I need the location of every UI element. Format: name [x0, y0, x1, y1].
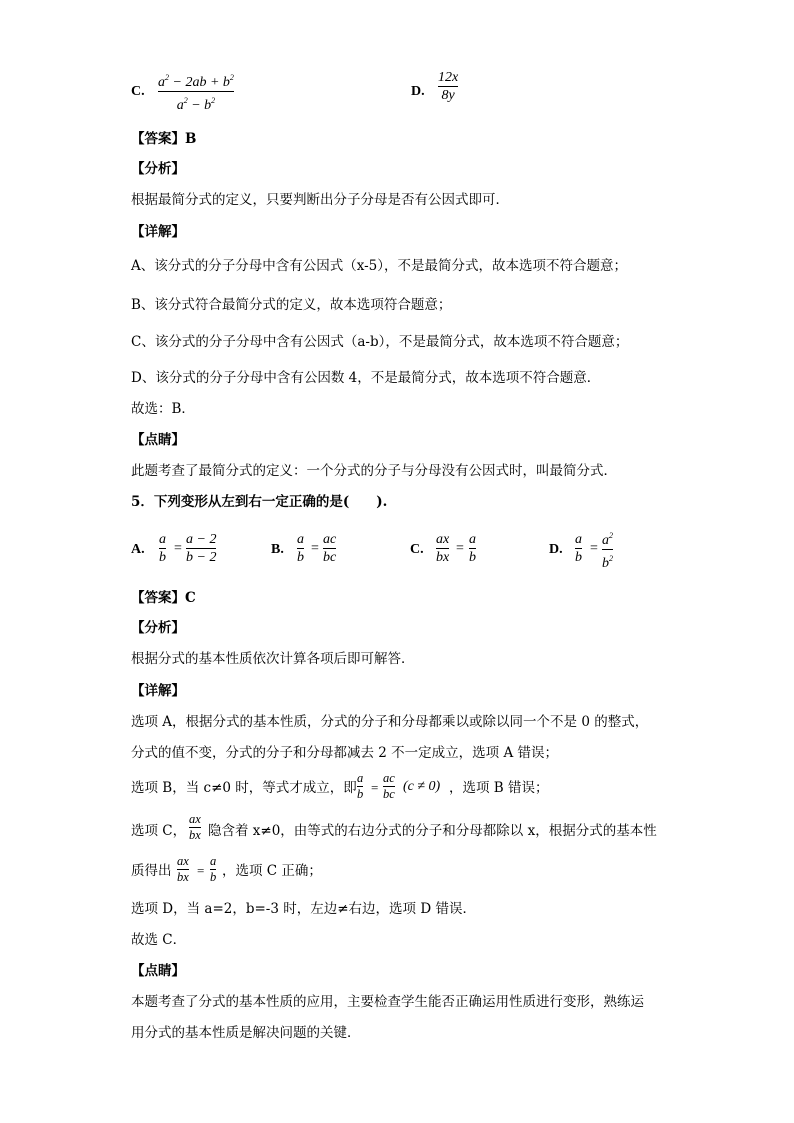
q5-detail-a-line2: 分式的值不变，分式的分子和分母都减去 2 不一定成立，选项 A 错误； — [131, 745, 559, 761]
q4-comment-text: 此题考查了最简分式的定义：一个分式的分子与分母没有公因式时，叫最简分式． — [131, 463, 617, 479]
q4-detail-b: B、该分式符合最简分式的定义，故本选项符合题意； — [131, 297, 452, 313]
q5-option-d-right: $a^2$ $b^2$ — [602, 531, 613, 571]
q4-detail-c: C、该分式的分子分母中含有公因式（a-b），不是最简分式，故本选项不符合题意； — [131, 334, 629, 350]
option-c-label: C. — [131, 84, 145, 99]
q5-option-d-label: D. — [549, 542, 563, 557]
q5-detail-c2-left: ax bx — [177, 854, 189, 884]
q5-detail-b-left: a b — [357, 771, 364, 801]
q5-option-a-right: a − 2 b − 2 — [186, 532, 217, 565]
q5-comment-line2: 用分式的基本性质是解决问题的关键． — [131, 1025, 361, 1041]
q5-detail-c-text: 隐含着 x≠0，由等式的右边分式的分子和分母都除以 x，根据分式的基本性 — [208, 823, 657, 839]
q5-comment-line1: 本题考查了分式的基本性质的应用，主要检查学生能否正确运用性质进行变形，熟练运 — [131, 994, 644, 1010]
q5-option-d-equals: = — [590, 541, 598, 556]
q4-answer: 【答案】B — [131, 131, 197, 147]
q4-detail-d: D、该分式的分子分母中含有公因数 4，不是最简分式，故本选项不符合题意． — [131, 370, 601, 386]
q4-analysis-text: 根据最简分式的定义，只要判断出分子分母是否有公因式即可． — [131, 192, 509, 208]
q5-comment-heading: 【点睛】 — [131, 963, 185, 979]
q4-comment-heading: 【点睛】 — [131, 432, 185, 448]
q5-stem: 5．下列变形从左到右一定正确的是( ). — [131, 494, 388, 510]
q5-detail-d: 选项 D，当 a=2，b=-3 时，左边≠右边，选项 D 错误． — [131, 901, 476, 917]
q5-option-b-right: ac bc — [323, 532, 337, 565]
q5-detail-c2-right: a b — [210, 854, 217, 884]
q5-detail-b-suffix: ，选项 B 错误； — [449, 780, 549, 796]
q5-detail-c-prefix: 选项 C， — [131, 823, 187, 839]
q4-choose: 故选：B． — [131, 401, 195, 417]
q5-detail-heading: 【详解】 — [131, 683, 185, 699]
q5-detail-c2-suffix: ，选项 C 正确； — [222, 863, 322, 879]
q5-option-b-left: a b — [297, 532, 304, 565]
q5-choose: 故选 C． — [131, 932, 187, 948]
q5-option-b-label: B. — [271, 542, 284, 557]
q5-analysis-text: 根据分式的基本性质依次计算各项后即可解答． — [131, 651, 415, 667]
q5-detail-c2-equals: = — [197, 863, 205, 878]
option-d-label: D. — [411, 84, 425, 99]
q5-detail-c-fraction: ax bx — [189, 812, 201, 842]
q5-option-c-left: ax bx — [436, 532, 450, 565]
q5-detail-b-condition: (c ≠ 0) — [403, 779, 441, 794]
q5-option-a-label: A. — [131, 542, 145, 557]
q5-answer: 【答案】C — [131, 590, 196, 606]
q5-option-a-left: a b — [159, 532, 166, 565]
q5-detail-a-line1: 选项 A，根据分式的基本性质，分式的分子和分母都乘以或除以同一个不是 0 的整式， — [131, 714, 649, 730]
q4-detail-heading: 【详解】 — [131, 224, 185, 240]
q5-option-a-equals: = — [174, 541, 182, 556]
option-c-fraction: $a^2 - 2ab + b^2$ $a^2 - b^2$ — [158, 73, 234, 113]
q5-option-b-equals: = — [311, 541, 319, 556]
q5-detail-b-prefix: 选项 B，当 c≠0 时，等式才成立，即 — [131, 780, 357, 796]
q5-analysis-heading: 【分析】 — [131, 620, 185, 636]
q4-analysis-heading: 【分析】 — [131, 161, 185, 177]
q5-option-d-left: a b — [575, 532, 582, 565]
q4-detail-a: A、该分式的分子分母中含有公因式（x-5），不是最简分式，故本选项不符合题意； — [131, 258, 628, 274]
q5-option-c-equals: = — [456, 541, 464, 556]
q5-detail-b-equals: = — [371, 780, 379, 795]
q5-option-c-right: a b — [469, 532, 476, 565]
q5-option-c-label: C. — [410, 542, 424, 557]
q5-detail-b-right: ac bc — [383, 771, 395, 801]
option-d-fraction: 12x 8y — [438, 70, 459, 103]
q5-detail-c2-prefix: 质得出 — [131, 863, 172, 879]
